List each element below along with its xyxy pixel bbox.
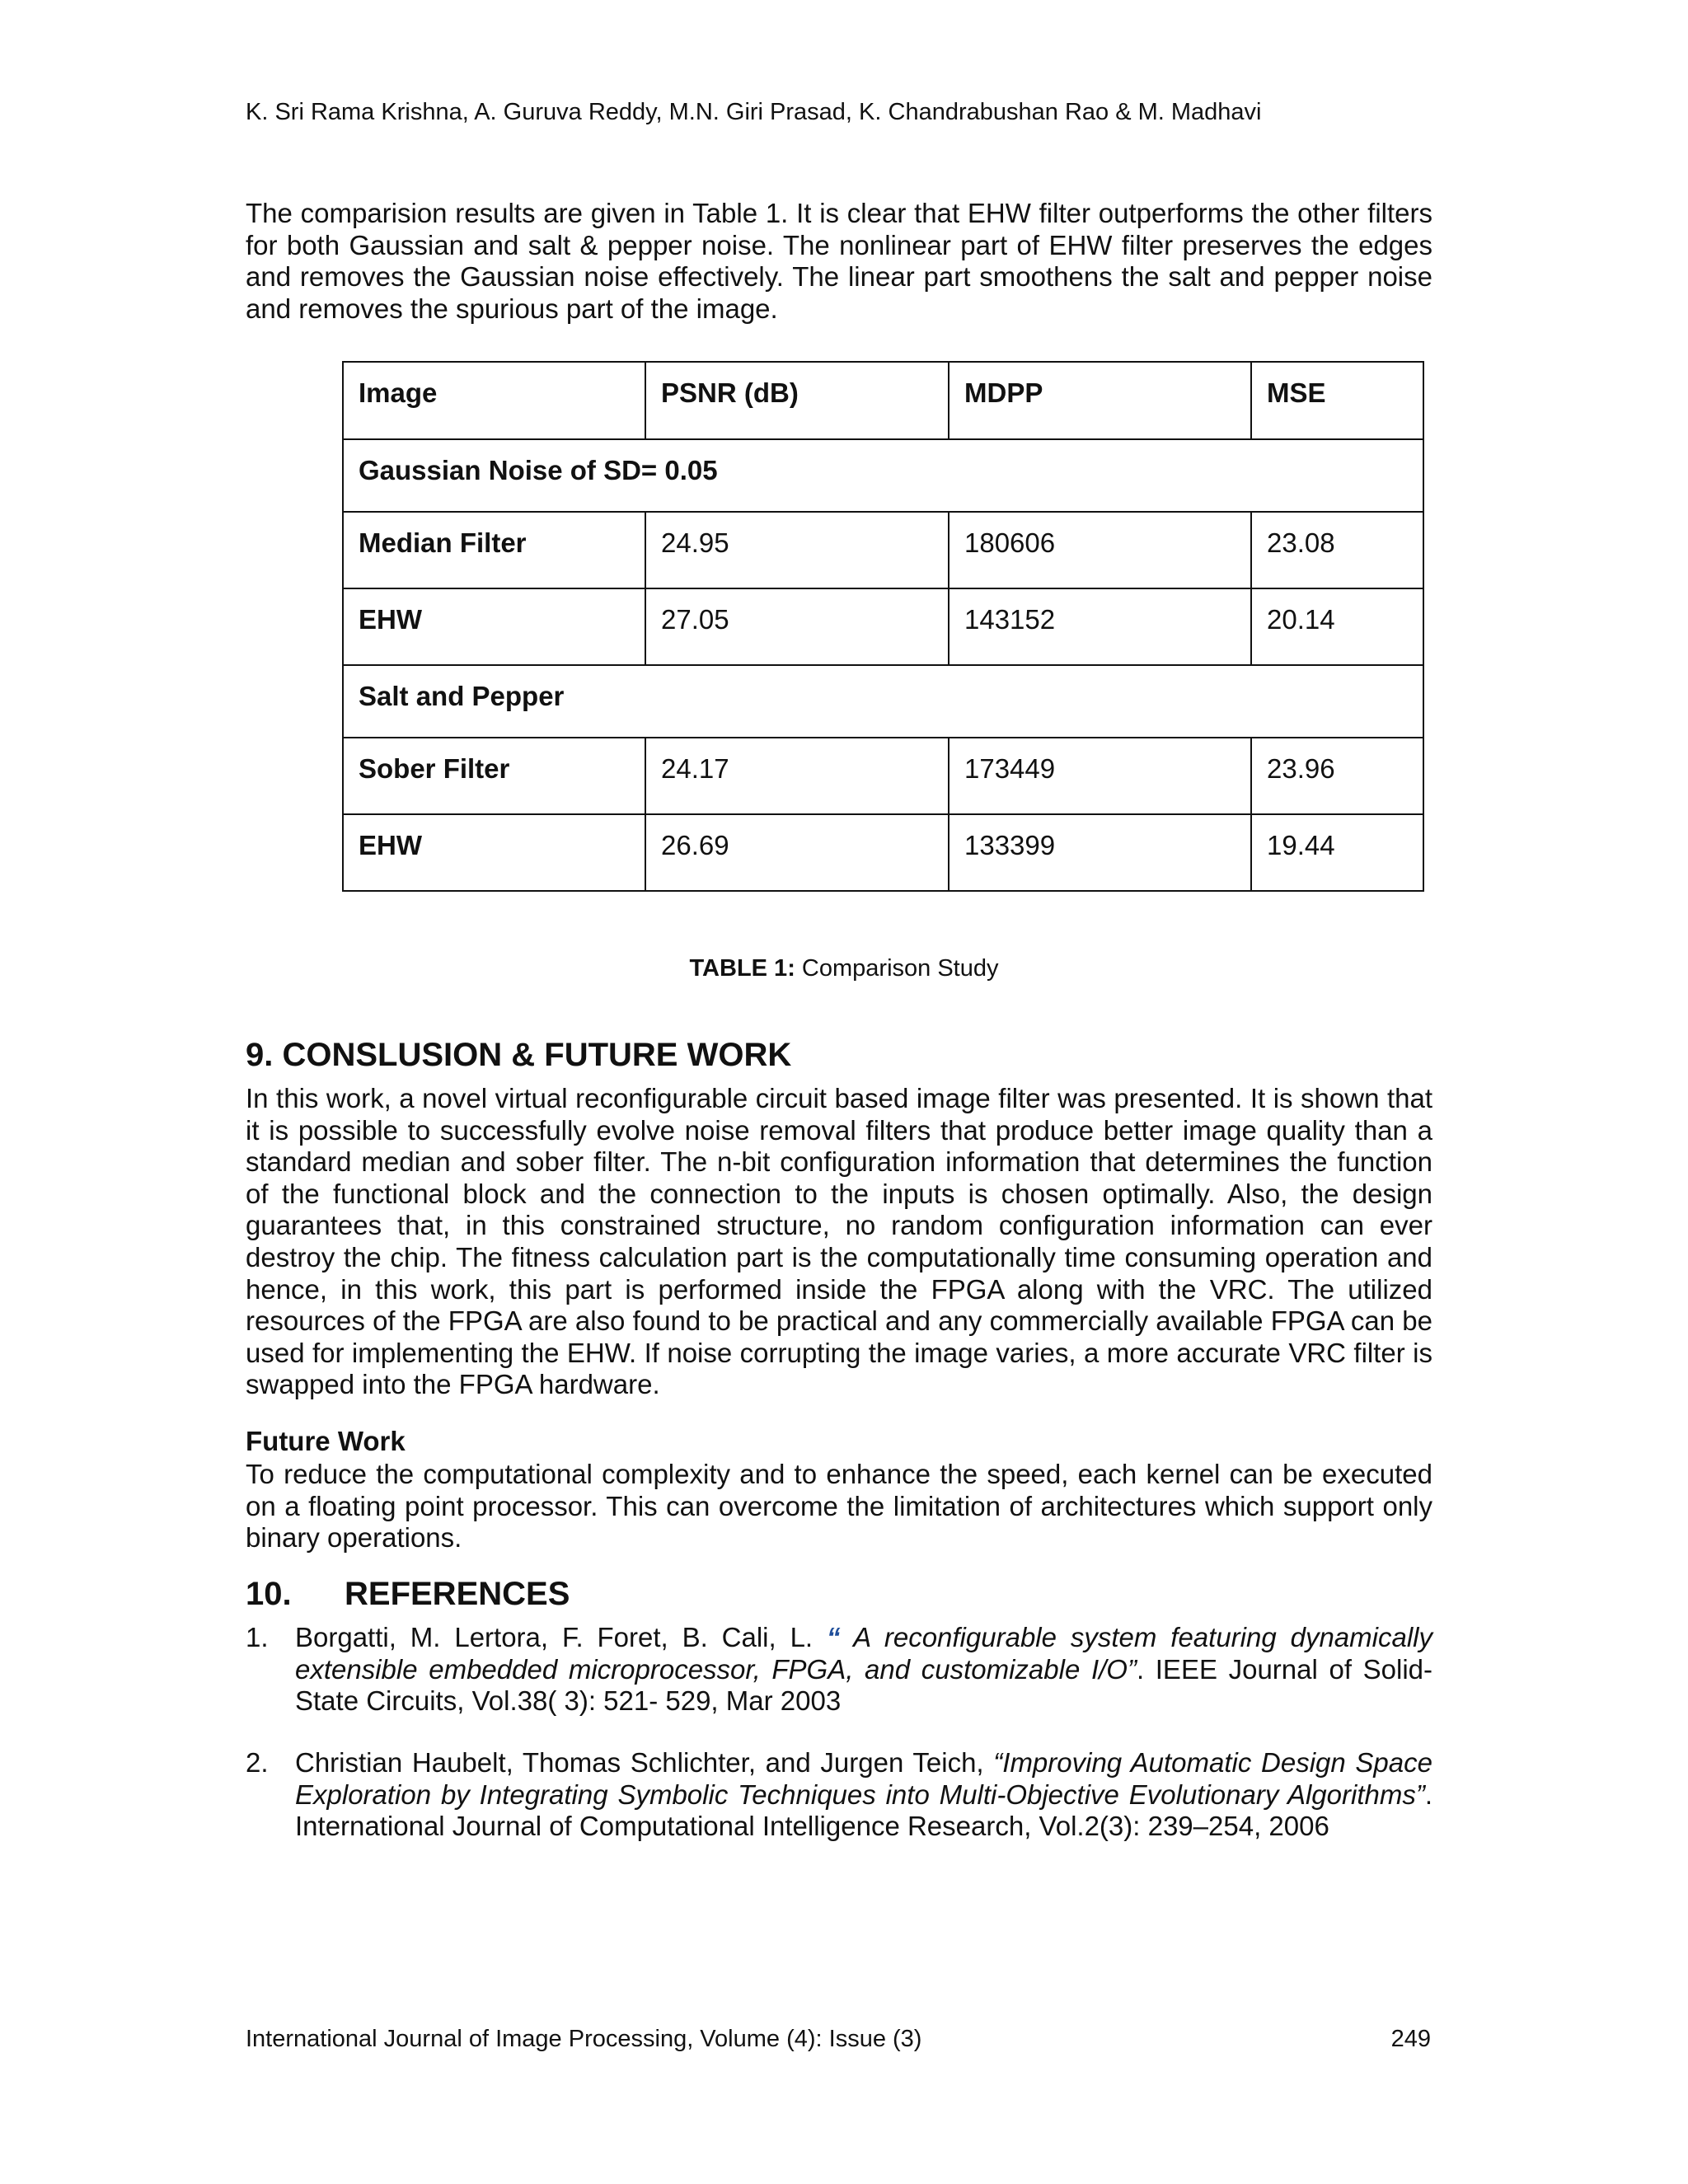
conclusion-paragraph: In this work, a novel virtual reconfigurable circuit based image filter was presented. It is shown that it is possible to successfully evolve noise removal filters that produce better image quality than a standard median and sober filter. The n-bit configuration information that determines the function of the functional block and the connection to the inputs is chosen optimally. Also, the design guarantees that, in this constrained structure, no random configuration information can ever destroy the chip. The fitness calculation part is the computationally time consuming operation and hence, in this work, this part is performed inside the FPGA along with the VRC. The utilized resources of the FPGA are also found to be practical and any commercially available FPGA can be used for implementing the EHW. If noise corrupting the image varies, a more accurate VRC filter is swapped into the FPGA hardware.	[246, 1083, 1432, 1400]
row-name: EHW	[343, 814, 645, 891]
row-name: Sober Filter	[343, 738, 645, 814]
table-caption-text: Comparison Study	[801, 955, 999, 982]
reference-authors: Borgatti, M. Lertora, F. Foret, B. Cali, L.	[295, 1622, 827, 1652]
intro-paragraph: The comparision results are given in Table 1. It is clear that EHW filter outperforms the other filters for both Gaussian and salt & pepper noise. The nonlinear part of EHW filter preserves the edges and removes the Gaussian noise effectively. The linear part smoothens the salt and pepper noise and removes the spurious part of the image.	[246, 198, 1432, 324]
row-psnr: 26.69	[645, 814, 949, 891]
row-psnr: 24.95	[645, 512, 949, 588]
reference-title: A reconfigurable system featuring dynamically extensible embedded microprocessor, FPGA, and customizable I/O”	[295, 1622, 1432, 1685]
row-mse: 19.44	[1251, 814, 1423, 891]
reference-number: 2.	[246, 1747, 269, 1778]
group-label-gaussian: Gaussian Noise of SD= 0.05	[343, 439, 1423, 512]
table-row	[343, 512, 1423, 588]
row-mdpp: 180606	[949, 512, 1251, 588]
reference-body	[295, 1747, 1432, 1843]
table-group-row	[343, 439, 1423, 512]
row-psnr: 27.05	[645, 588, 949, 665]
reference-source: . International Journal of Computational Intelligence Research, Vol.2(3): 239–254, 2006	[295, 1779, 1432, 1842]
reference-source: . IEEE Journal of Solid-State Circuits, Vol.38( 3): 521- 529, Mar 2003	[295, 1653, 1433, 1717]
row-mdpp: 173449	[949, 738, 1251, 814]
row-mdpp: 143152	[949, 588, 1251, 665]
table-group-row	[343, 665, 1423, 738]
section-title: REFERENCES	[345, 1576, 570, 1612]
reference-item	[246, 1622, 1432, 1718]
footer-page-number: 249	[1390, 2026, 1431, 2052]
header-cell-psnr: PSNR (dB)	[645, 362, 949, 439]
table-caption	[0, 954, 1688, 983]
row-mse: 23.08	[1251, 512, 1423, 588]
reference-number: 1.	[246, 1622, 269, 1652]
header-cell-image: Image	[343, 362, 645, 439]
reference-title: “Improving Automatic Design Space Exploration by Integrating Symbolic Techniques into Multi-Objective Evolutionary Algorithms”	[295, 1747, 1432, 1810]
reference-body	[295, 1622, 1432, 1718]
section-heading-conclusion: 9. CONSLUSION & FUTURE WORK	[246, 1037, 792, 1073]
section-number: 10.	[246, 1576, 292, 1612]
reference-authors: Christian Haubelt, Thomas Schlichter, and Jurgen Teich,	[295, 1747, 994, 1778]
running-header-authors: K. Sri Rama Krishna, A. Guruva Reddy, M.N. Giri Prasad, K. Chandrabushan Rao & M. Madhavi	[246, 99, 1262, 125]
future-work-paragraph: To reduce the computational complexity and to enhance the speed, each kernel can be executed on a floating point processor. This can overcome the limitation of architectures which support only binary operations.	[246, 1459, 1432, 1554]
row-psnr: 24.17	[645, 738, 949, 814]
row-mdpp: 133399	[949, 814, 1251, 891]
table-row	[343, 588, 1423, 665]
comparison-table	[342, 361, 1424, 892]
table-row	[343, 814, 1423, 891]
table-header-row	[343, 362, 1423, 439]
group-label-salt-pepper: Salt and Pepper	[343, 665, 1423, 738]
future-work-heading: Future Work	[246, 1426, 406, 1456]
table-caption-label: TABLE 1:	[689, 955, 795, 982]
header-cell-mdpp: MDPP	[949, 362, 1251, 439]
row-mse: 20.14	[1251, 588, 1423, 665]
table-row	[343, 738, 1423, 814]
row-mse: 23.96	[1251, 738, 1423, 814]
row-name: EHW	[343, 588, 645, 665]
section-heading-references	[246, 1574, 570, 1614]
footer-journal: International Journal of Image Processing, Volume (4): Issue (3)	[246, 2026, 922, 2052]
reference-item	[246, 1747, 1432, 1843]
reference-open-quote: “	[827, 1622, 841, 1652]
header-cell-mse: MSE	[1251, 362, 1423, 439]
row-name: Median Filter	[343, 512, 645, 588]
